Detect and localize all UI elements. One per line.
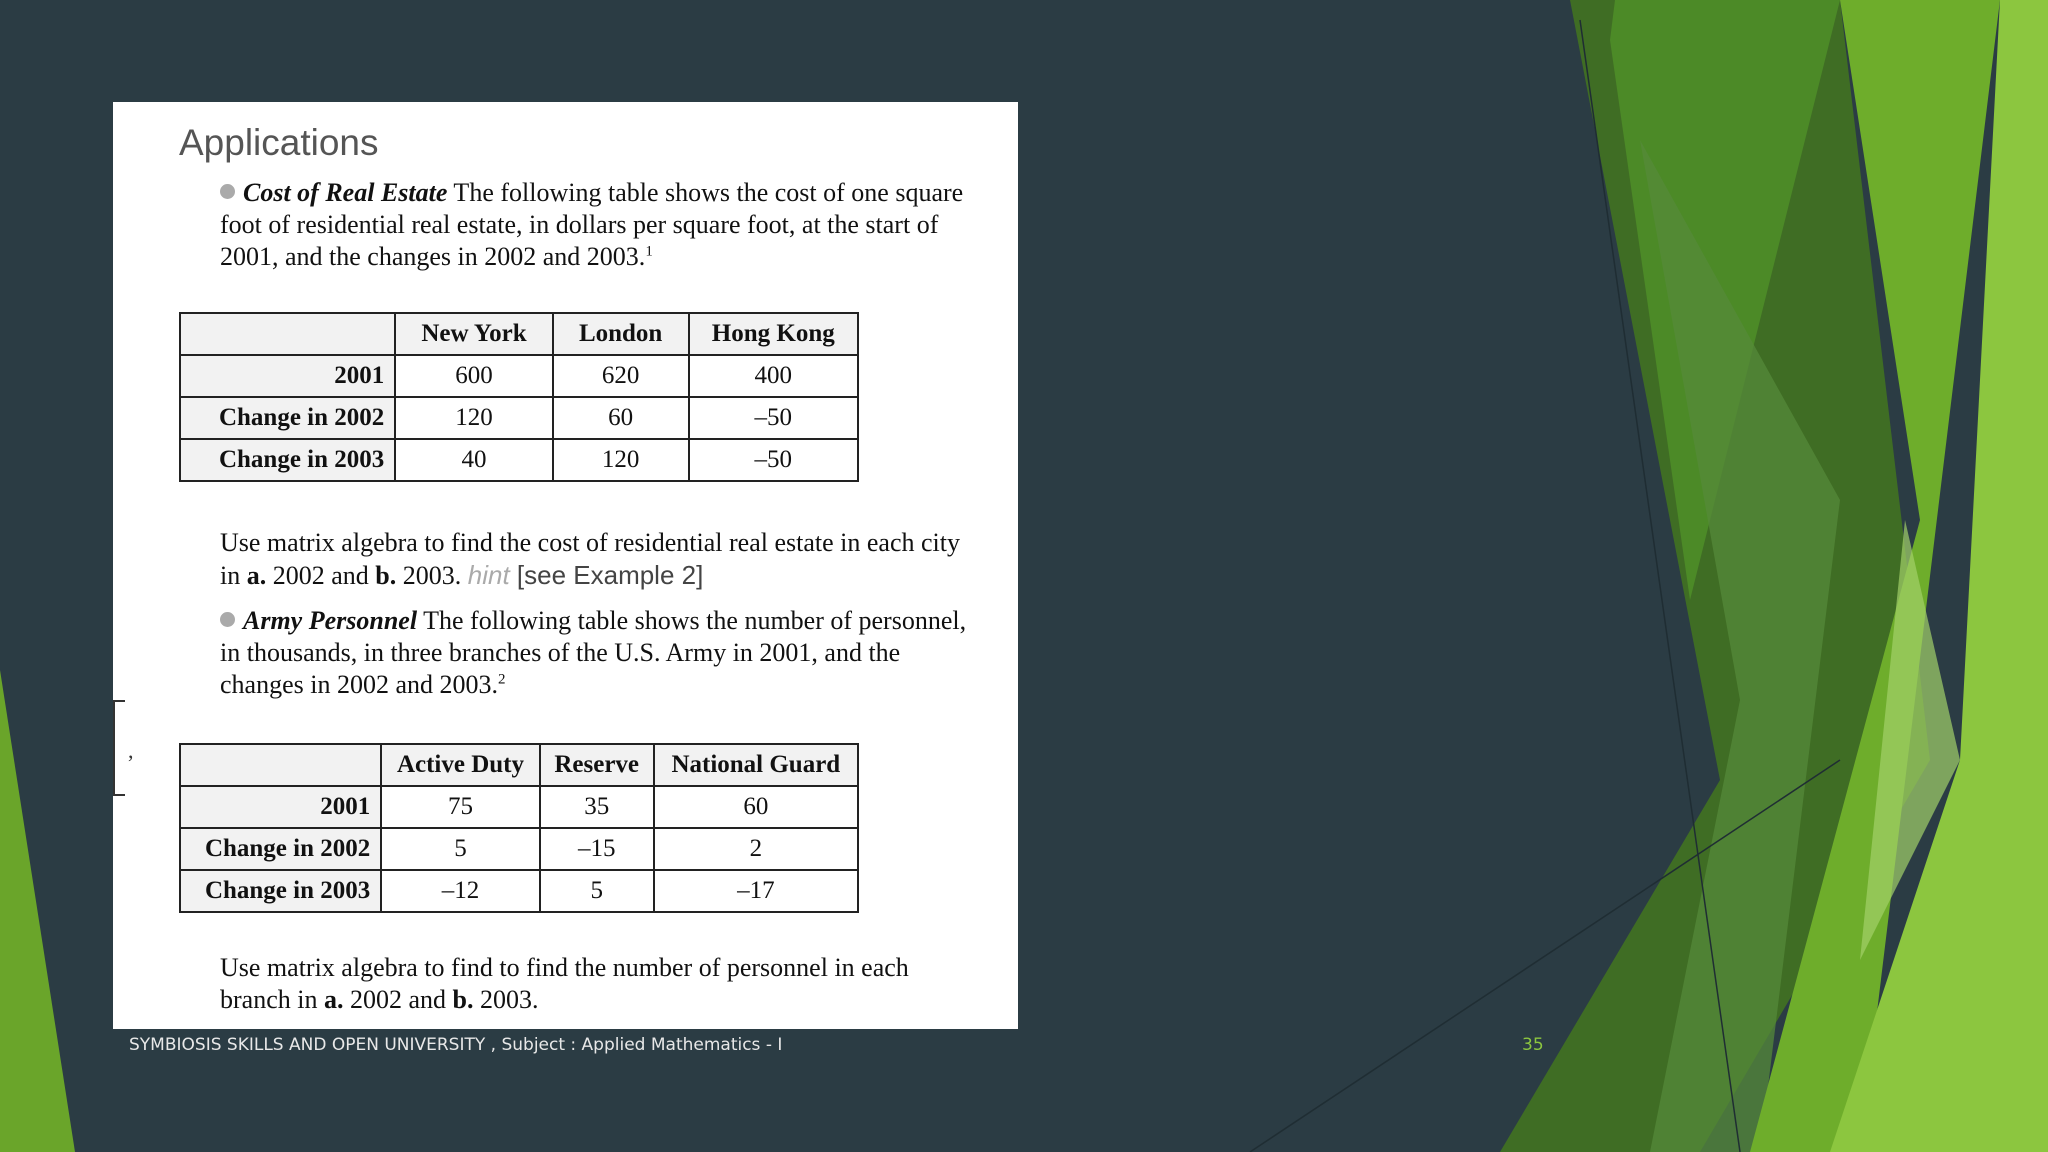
table-row bbox=[180, 439, 858, 481]
table-cell: 60 bbox=[553, 397, 689, 439]
hint-reference: [see Example 2] bbox=[509, 560, 704, 590]
table-cell: 400 bbox=[689, 355, 858, 397]
row-label: Change in 2003 bbox=[180, 870, 381, 912]
table-cell: 120 bbox=[553, 439, 689, 481]
table-cell: 620 bbox=[553, 355, 689, 397]
table-header-cell: New York bbox=[395, 313, 552, 355]
page-number: 35 bbox=[1522, 1035, 1544, 1055]
table-header-cell bbox=[180, 744, 381, 786]
left-green-shape bbox=[0, 670, 75, 1152]
question-text: 2002 and bbox=[266, 561, 376, 590]
part-a-label: a. bbox=[246, 561, 267, 590]
table-cell: 2 bbox=[654, 828, 858, 870]
part-b-label: b. bbox=[452, 985, 474, 1014]
table-header-cell: Reserve bbox=[540, 744, 654, 786]
real-estate-question bbox=[220, 527, 980, 592]
table-cell: 5 bbox=[381, 828, 539, 870]
bullet-icon bbox=[220, 612, 235, 627]
army-personnel-paragraph bbox=[220, 605, 980, 701]
army-personnel-table bbox=[179, 743, 859, 913]
footer-text: SYMBIOSIS SKILLS AND OPEN UNIVERSITY , Subject : Applied Mathematics - I bbox=[129, 1035, 783, 1055]
table-cell: –15 bbox=[540, 828, 654, 870]
table-cell: 60 bbox=[654, 786, 858, 828]
row-label: 2001 bbox=[180, 786, 381, 828]
stray-comma: , bbox=[128, 738, 134, 763]
question-text: 2003. bbox=[396, 561, 468, 590]
table-header-cell bbox=[180, 313, 395, 355]
table-header-cell: London bbox=[553, 313, 689, 355]
part-b-label: b. bbox=[375, 561, 397, 590]
table-header-cell: Active Duty bbox=[381, 744, 539, 786]
paragraph-text: The following table shows the cost of one square foot of residential real estate, in dollars per square foot, at the start of 2001, and the changes in 2002 and 2003. bbox=[220, 178, 964, 271]
table-header-row bbox=[180, 313, 858, 355]
table-cell: –50 bbox=[689, 397, 858, 439]
row-label: Change in 2002 bbox=[180, 397, 395, 439]
question-text: 2003. bbox=[473, 985, 539, 1014]
hint-label: hint bbox=[467, 560, 510, 590]
footnote-ref: 1 bbox=[645, 243, 653, 260]
paragraph-text: The following table shows the number of personnel, in thousands, in three branches of the U.S. Army in 2001, and the changes in 2002 and 2003. bbox=[220, 606, 967, 699]
paragraph-heading: Cost of Real Estate bbox=[243, 178, 448, 207]
table-row bbox=[180, 355, 858, 397]
table-cell: 600 bbox=[395, 355, 552, 397]
table-cell: 75 bbox=[381, 786, 539, 828]
row-label: Change in 2002 bbox=[180, 828, 381, 870]
real-estate-table bbox=[179, 312, 859, 482]
bullet-icon bbox=[220, 184, 235, 199]
table-cell: –50 bbox=[689, 439, 858, 481]
footnote-ref: 2 bbox=[498, 671, 506, 688]
table-row bbox=[180, 786, 858, 828]
question-text: Use matrix algebra to find to find the number of personnel in each branch in bbox=[220, 953, 909, 1014]
left-bracket-mark bbox=[113, 700, 125, 796]
table-cell: 40 bbox=[395, 439, 552, 481]
table-row bbox=[180, 397, 858, 439]
army-question bbox=[220, 952, 980, 1016]
table-header-cell: National Guard bbox=[654, 744, 858, 786]
row-label: 2001 bbox=[180, 355, 395, 397]
table-header-cell: Hong Kong bbox=[689, 313, 858, 355]
table-row bbox=[180, 828, 858, 870]
table-row bbox=[180, 870, 858, 912]
table-cell: –17 bbox=[654, 870, 858, 912]
question-text: Use matrix algebra to find the cost of residential real estate in each city in bbox=[220, 528, 960, 590]
row-label: Change in 2003 bbox=[180, 439, 395, 481]
page-title: Applications bbox=[179, 122, 379, 163]
paragraph-heading: Army Personnel bbox=[243, 606, 418, 635]
table-header-row bbox=[180, 744, 858, 786]
table-cell: –12 bbox=[381, 870, 539, 912]
question-text: 2002 and bbox=[343, 985, 453, 1014]
table-cell: 5 bbox=[540, 870, 654, 912]
table-cell: 35 bbox=[540, 786, 654, 828]
document-image bbox=[113, 102, 1018, 1029]
part-a-label: a. bbox=[323, 985, 344, 1014]
table-cell: 120 bbox=[395, 397, 552, 439]
cost-real-estate-paragraph bbox=[220, 177, 980, 273]
